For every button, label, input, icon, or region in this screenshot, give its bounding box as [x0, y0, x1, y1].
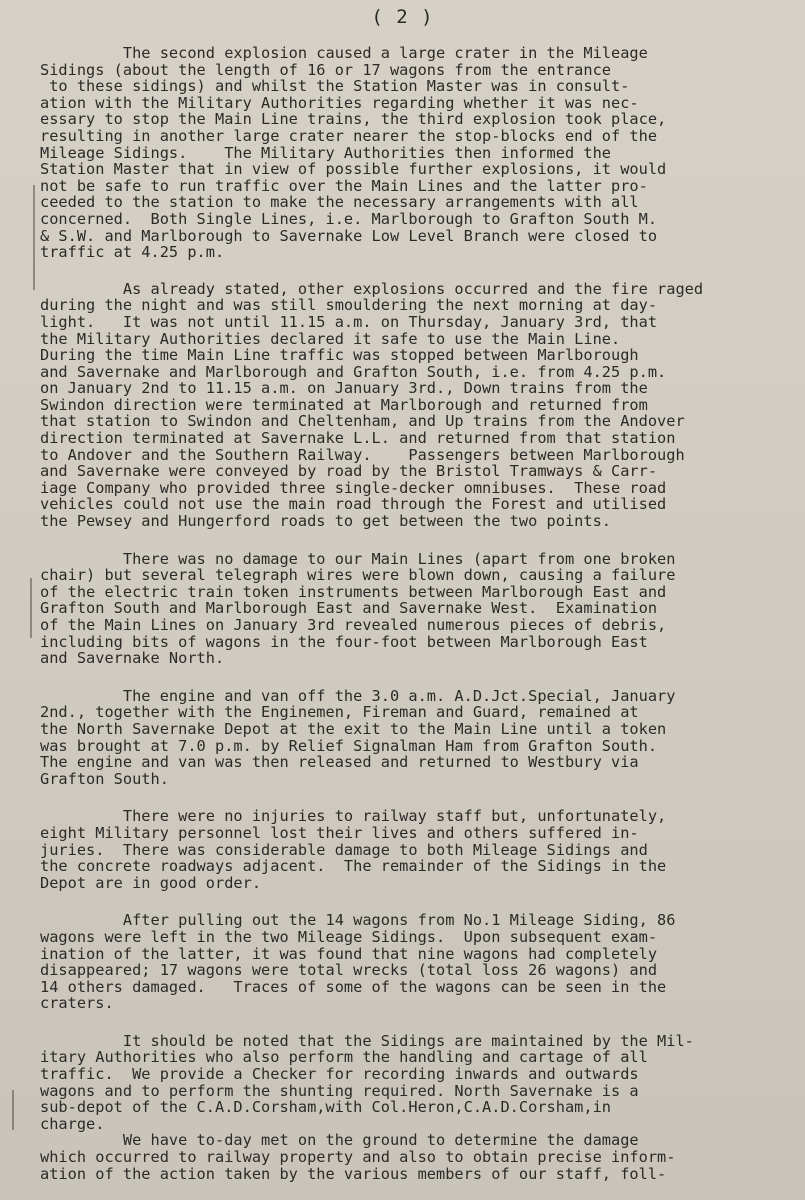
paragraph-explosions: The second explosion caused a large crater in the Mileage Sidings (about the length of 16 or 17 wagons from the entrance to these sidings) and whilst the Station Master was in consult- ation with the Military Authorities regarding whether it was nec- essary to stop the Main Line trains, the third explosion took place, resulting in another large crater nearer the stop-blocks end of the Mileage Sidings. The Military Authorities then informed the Station Master that in view of possible further explosions, it would not be safe to run traffic over the Main Lines and the latter pro- ceeded to the station to make the necessary arrangements with all concerned. Both Single Lines, i.e. Marlborough to Grafton South M. & S.W. and Marlborough to Savernake Low Level Branch were closed to traffic at 4.25 p.m.: [40, 44, 667, 262]
margin-mark: [33, 185, 35, 290]
paragraph-inspection: We have to-day met on the ground to determine the damage which occurred to railway property and also to obtain precise inform- ation of the action taken by the various members of our staff, foll-: [40, 1131, 676, 1183]
document-body: [40, 40, 780, 1182]
paragraph-wagons: After pulling out the 14 wagons from No.1 Mileage Siding, 86 wagons were left in the two Mileage Sidings. Upon subsequent exam- ination of the latter, it was found that nine wagons had completely disappeared; 17 wagons were total wrecks (total loss 26 wagons) and 14 others damaged. Traces of some of the wagons can be seen in the craters.: [40, 911, 676, 1013]
margin-mark: [30, 578, 32, 638]
paragraph-injuries: There were no injuries to railway staff but, unfortunately, eight Military personnel lost their lives and others suffered in- juries. There was considerable damage to both Mileage Sidings and the concrete roadways adjacent. The remainder of the Sidings in the Depot are in good order.: [40, 807, 667, 892]
paragraph-sidings: It should be noted that the Sidings are maintained by the Mil- itary Authorities who also perform the handling and cartage of all traffic. We provide a Checker for recording inwards and outwards wagons and to perform the shunting required. North Savernake is a sub-depot of the C.A.D.Corsham,with Col.Heron,C.A.D.Corsham,in charge.: [40, 1031, 694, 1133]
paragraph-damage: There was no damage to our Main Lines (apart from one broken chair) but several telegraph wires were blown down, causing a failure of the electric train token instruments between Marlborough East and Grafton South and Marlborough East and Savernake West. Examination of the Main Lines on January 3rd revealed numerous pieces of debris, including bits of wagons in the four-foot between Marlborough East and Savernake North.: [40, 549, 676, 668]
paragraph-engine: The engine and van off the 3.0 a.m. A.D.Jct.Special, January 2nd., together with the Enginemen, Fireman and Guard, remained at the North Savernake Depot at the exit to the Main Line until a token was brought at 7.0 p.m. by Relief Signalman Ham from Grafton South. The engine and van was then released and returned to Westbury via Grafton South.: [40, 686, 676, 788]
paragraph-fire: As already stated, other explosions occurred and the fire raged during the night and was still smouldering the next morning at day- light. It was not until 11.15 a.m. on Thursday, January 3rd, that the Military Authorities declared it safe to use the Main Line. During the time Main Line traffic was stopped between Marlborough and Savernake and Marlborough and Grafton South, i.e. from 4.25 p.m. on January 2nd to 11.15 a.m. on January 3rd., Down trains from the Swindon direction were terminated at Marlborough and returned from that station to Swindon and Cheltenham, and Up trains from the Andover direction terminated at Savernake L.L. and returned from that station to Andover and the Southern Railway. Passengers between Marlborough and Savernake were conveyed by road by the Bristol Tramways & Carr- iage Company who provided three single-decker omnibuses. These road vehicles could not use the main road through the Forest and utilised the Pewsey and Hungerford roads to get between the two points.: [40, 279, 704, 531]
page-number: ( 2 ): [371, 6, 434, 28]
margin-mark: [12, 1090, 14, 1130]
